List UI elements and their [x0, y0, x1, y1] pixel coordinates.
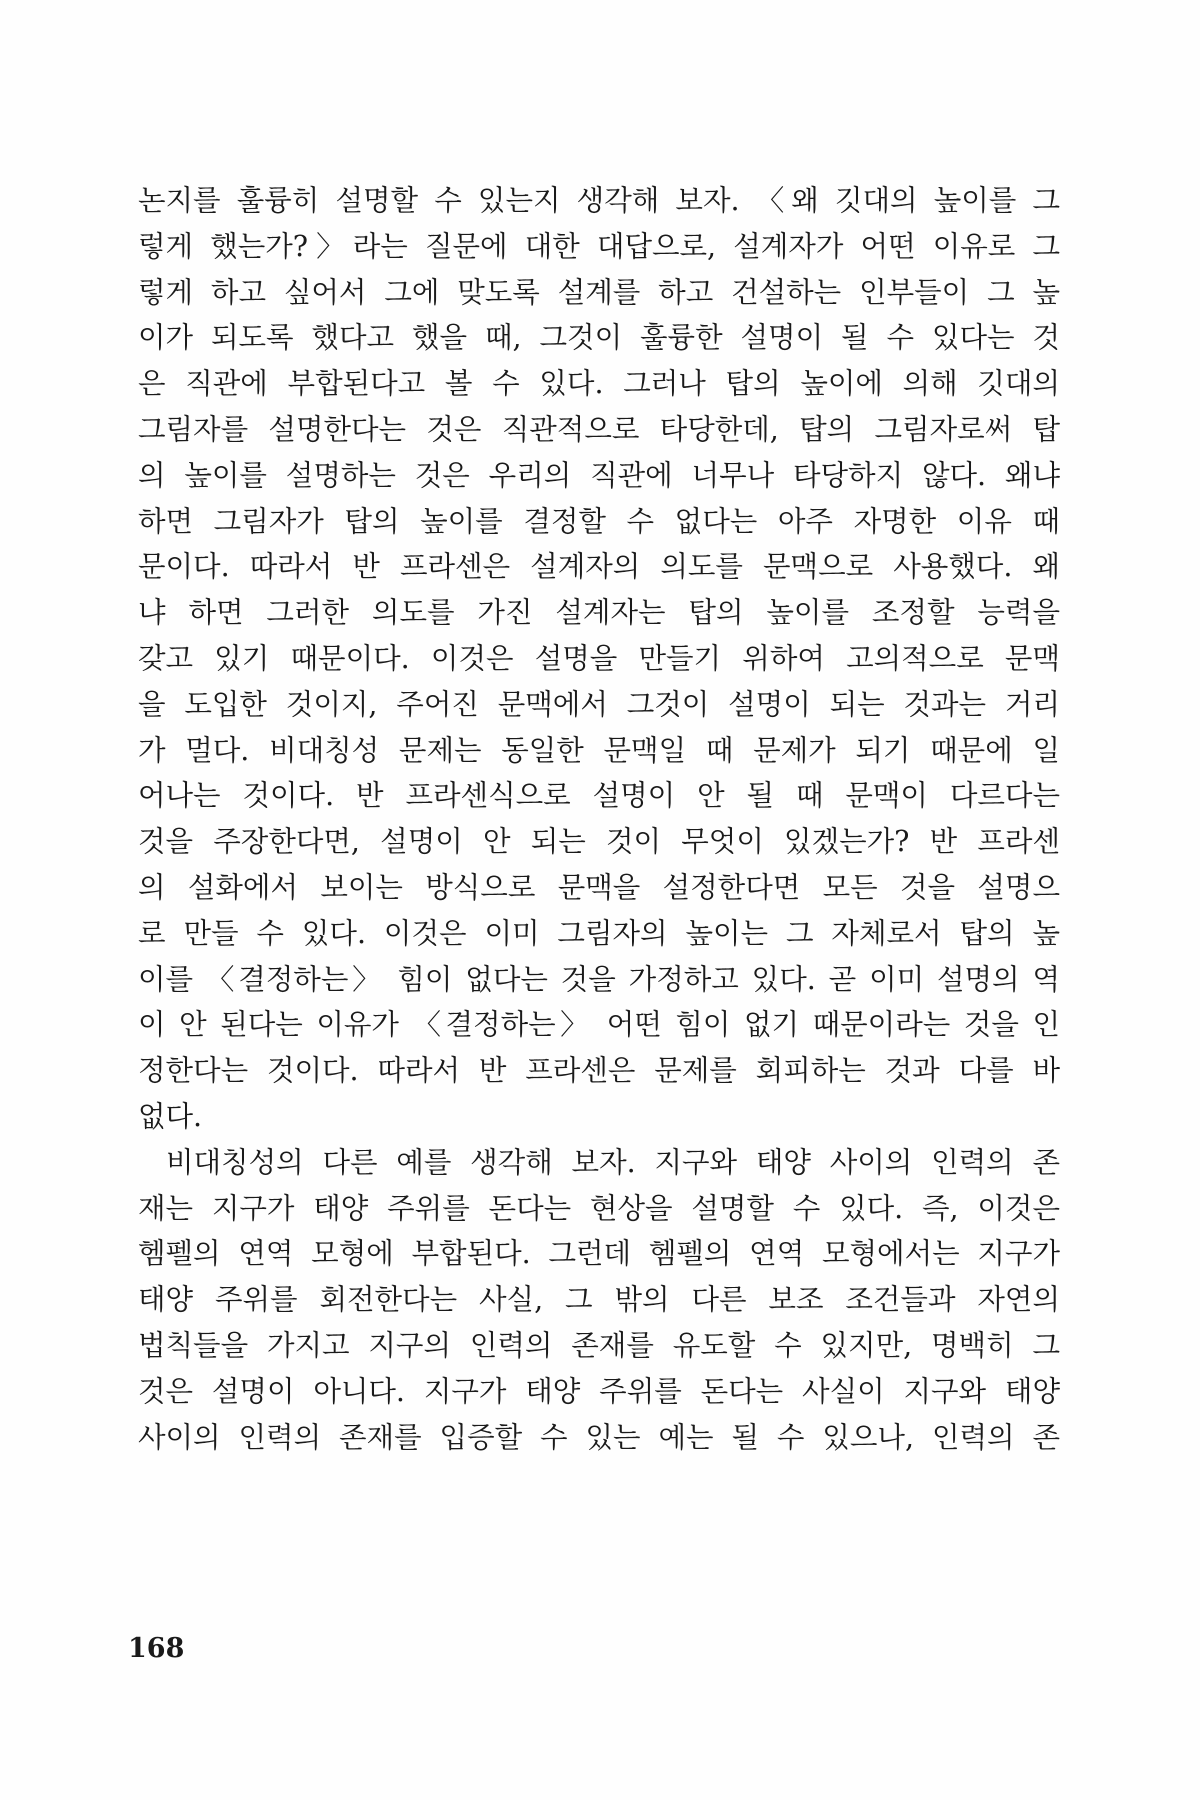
text-line: 헴펠의 연역 모형에 부합된다. 그런데 헴펠의 연역 모형에서는 지구가: [138, 1237, 1060, 1271]
text-line: 논지를 훌륭히 설명할 수 있는지 생각해 보자. 〈왜 깃대의 높이를 그: [138, 184, 1060, 217]
text-line: 것을 주장한다면, 설명이 안 되는 것이 무엇이 있겠는가? 반 프라센: [138, 825, 1060, 859]
text-line: 그림자를 설명한다는 것은 직관적으로 타당한데, 탑의 그림자로써 탑: [138, 412, 1060, 446]
text-line: 갖고 있기 때문이다. 이것은 설명을 만들기 위하여 고의적으로 문맥: [138, 641, 1060, 675]
paragraph-2: [138, 1140, 1060, 1461]
text-line: 비대칭성의 다른 예를 생각해 보자. 지구와 태양 사이의 인력의 존: [166, 1145, 1060, 1179]
text-line: 의 높이를 설명하는 것은 우리의 직관에 너무나 타당하지 않다. 왜냐: [138, 458, 1060, 492]
text-line: 이를 〈결정하는〉 힘이 없다는 것을 가정하고 있다. 곧 이미 설명의 역: [138, 962, 1060, 996]
text-line: 정한다는 것이다. 따라서 반 프라센은 문제를 회피하는 것과 다를 바: [138, 1054, 1060, 1088]
text-line: 법칙들을 가지고 지구의 인력의 존재를 유도할 수 있지만, 명백히 그: [138, 1328, 1060, 1362]
paragraph-1: [138, 178, 1060, 1140]
body-text: [138, 178, 1060, 1460]
text-line: 로 만들 수 있다. 이것은 이미 그림자의 높이는 그 자체로서 탑의 높: [138, 916, 1060, 950]
text-line: 것은 설명이 아니다. 지구가 태양 주위를 돈다는 사실이 지구와 태양: [138, 1374, 1060, 1408]
text-line: 사이의 인력의 존재를 입증할 수 있는 예는 될 수 있으나, 인력의 존: [138, 1420, 1060, 1454]
text-line: 태양 주위를 회전한다는 사실, 그 밖의 다른 보조 조건들과 자연의: [138, 1283, 1060, 1317]
text-line: 가 멀다. 비대칭성 문제는 동일한 문맥일 때 문제가 되기 때문에 일: [138, 733, 1060, 767]
text-line: 재는 지구가 태양 주위를 돈다는 현상을 설명할 수 있다. 즉, 이것은: [138, 1191, 1060, 1225]
text-line: 없다.: [138, 1099, 203, 1133]
text-line: 이 안 된다는 이유가 〈결정하는〉 어떤 힘이 없기 때문이라는 것을 인: [138, 1008, 1060, 1042]
text-line: 은 직관에 부합된다고 볼 수 있다. 그러나 탑의 높이에 의해 깃대의: [138, 367, 1060, 401]
text-line: 냐 하면 그러한 의도를 가진 설계자는 탑의 높이를 조정할 능력을: [138, 596, 1060, 630]
text-line: 렇게 하고 싶어서 그에 맞도록 설계를 하고 건설하는 인부들이 그 높: [138, 275, 1060, 309]
text-line: 하면 그림자가 탑의 높이를 결정할 수 없다는 아주 자명한 이유 때: [138, 504, 1060, 538]
text-line: 문이다. 따라서 반 프라센은 설계자의 의도를 문맥으로 사용했다. 왜: [138, 550, 1060, 584]
text-line: 이가 되도록 했다고 했을 때, 그것이 훌륭한 설명이 될 수 있다는 것: [138, 321, 1060, 355]
text-line: 렇게 했는가?〉라는 질문에 대한 대답으로, 설계자가 어떤 이유로 그: [138, 229, 1060, 263]
text-line: 을 도입한 것이지, 주어진 문맥에서 그것이 설명이 되는 것과는 거리: [138, 687, 1060, 721]
text-line: 어나는 것이다. 반 프라센식으로 설명이 안 될 때 문맥이 다르다는: [138, 779, 1060, 813]
text-line: 의 설화에서 보이는 방식으로 문맥을 설정한다면 모든 것을 설명으: [138, 870, 1060, 904]
page-number: 168: [128, 1633, 185, 1664]
